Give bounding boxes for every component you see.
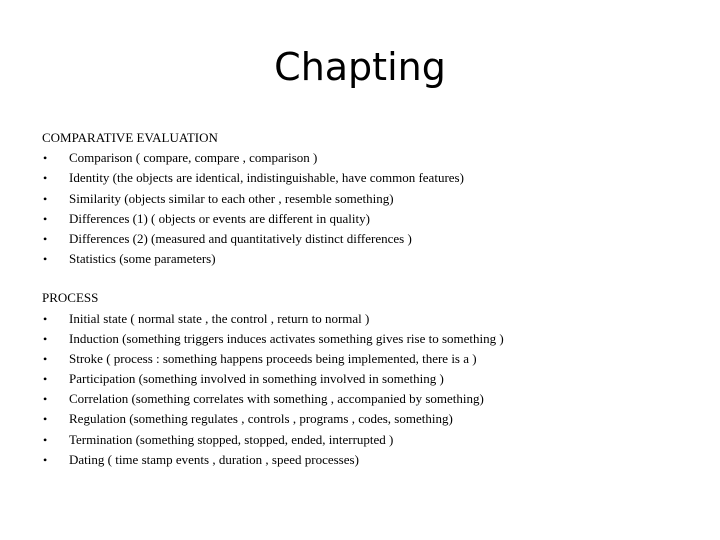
slide-content <box>42 128 702 470</box>
list-item-text: Differences (2) (measured and quantitatively distinct differences ) <box>69 230 412 246</box>
bullet-icon: • <box>43 372 48 387</box>
section-process <box>42 288 702 470</box>
bullet-icon: • <box>43 452 48 467</box>
list-item <box>42 409 702 429</box>
list-item-text: Comparison ( compare, compare , comparison ) <box>69 150 318 166</box>
list-item-text: Correlation (something correlates with something , accompanied by something) <box>69 391 484 407</box>
section-comparative-evaluation <box>42 128 702 269</box>
bullet-icon: • <box>43 252 48 267</box>
bullet-icon: • <box>43 171 48 186</box>
list-item-text: Dating ( time stamp events , duration , speed processes) <box>69 451 359 467</box>
bullet-icon: • <box>43 412 48 427</box>
list-item-text: Identity (the objects are identical, indistinguishable, have common features) <box>69 170 464 186</box>
list-item-text: Stroke ( process : something happens proceeds being implemented, there is a ) <box>69 350 477 366</box>
list-item-text: Similarity (objects similar to each other , resemble something) <box>69 190 394 206</box>
bullet-icon: • <box>43 231 48 246</box>
list-item <box>42 430 702 450</box>
list-item <box>42 168 702 188</box>
section-heading: PROCESS <box>42 290 99 306</box>
bullet-icon: • <box>43 392 48 407</box>
bullet-icon: • <box>43 151 48 166</box>
list-item <box>42 349 702 369</box>
bullet-icon: • <box>43 351 48 366</box>
list-item <box>42 329 702 349</box>
section-heading: COMPARATIVE EVALUATION <box>42 130 218 145</box>
bullet-icon: • <box>43 211 48 226</box>
list-item-text: Induction (something triggers induces activates something gives rise to something ) <box>69 330 504 346</box>
bullet-icon: • <box>43 432 48 447</box>
list-item-text: Termination (something stopped, stopped, ended, interrupted ) <box>69 431 394 447</box>
list-item <box>42 209 702 229</box>
bullet-icon: • <box>43 331 48 346</box>
bullet-icon: • <box>43 191 48 206</box>
section-spacer <box>42 269 702 288</box>
list-item-text: Differences (1) ( objects or events are different in quality) <box>69 210 370 226</box>
slide-title: Chapting <box>274 45 446 89</box>
list-item <box>42 229 702 249</box>
list-item <box>42 189 702 209</box>
list-item <box>42 148 702 168</box>
list-item <box>42 309 702 329</box>
bullet-list <box>42 309 702 471</box>
list-item-text: Statistics (some parameters) <box>69 251 216 267</box>
bullet-list <box>42 148 702 269</box>
list-item <box>42 389 702 409</box>
bullet-icon: • <box>43 311 48 326</box>
list-item-text: Regulation (something regulates , controls , programs , codes, something) <box>69 411 453 427</box>
list-item-text: Participation (something involved in something involved in something ) <box>69 371 444 387</box>
list-item-text: Initial state ( normal state , the control , return to normal ) <box>69 310 370 326</box>
list-item <box>42 369 702 389</box>
list-item <box>42 450 702 470</box>
list-item <box>42 249 702 269</box>
